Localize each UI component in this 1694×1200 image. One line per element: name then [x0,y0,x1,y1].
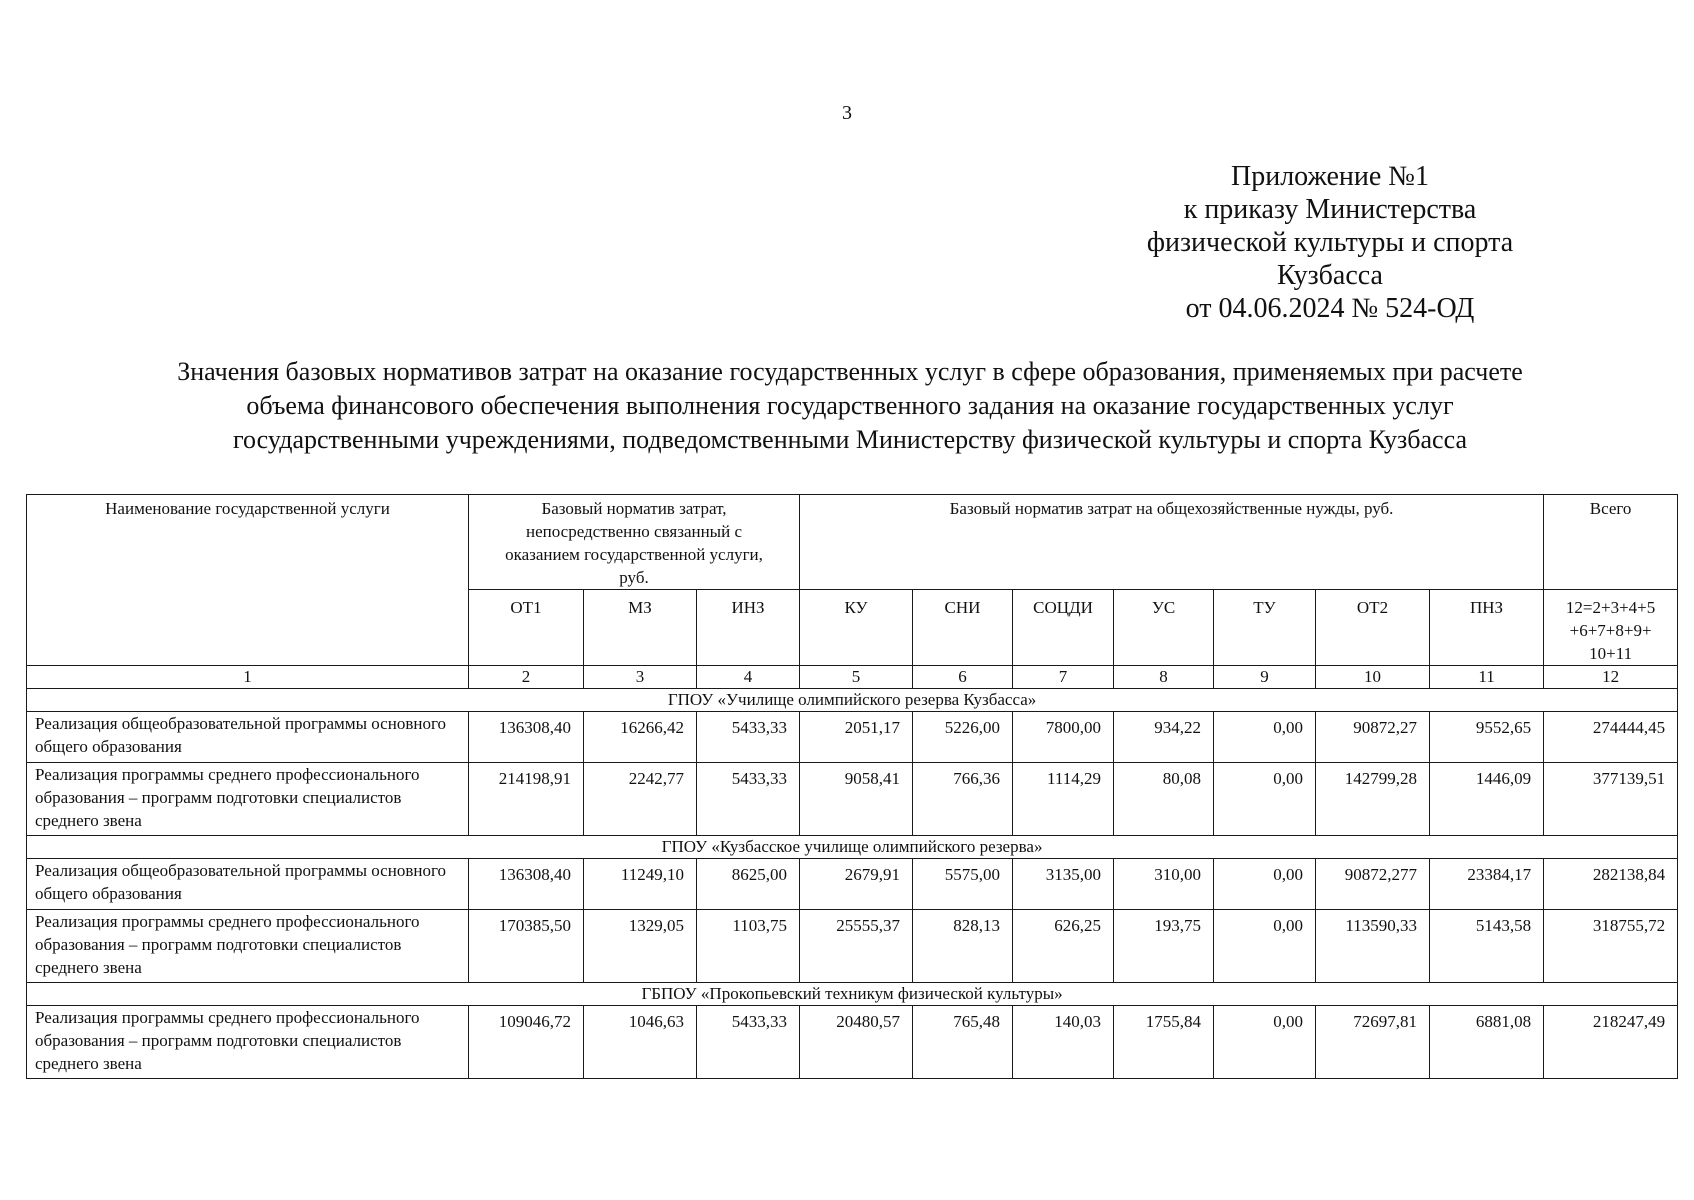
value-cell: 9058,41 [800,763,913,836]
section-title: ГБПОУ «Прокопьевский техникум физической культуры» [27,983,1678,1006]
value-cell: 90872,277 [1316,859,1430,910]
page-number: 3 [842,102,852,124]
value-cell: 828,13 [913,910,1013,983]
value-cell: 214198,91 [469,763,584,836]
column-number-cell: 4 [697,666,800,689]
value-cell: 3135,00 [1013,859,1114,910]
value-cell: 5226,00 [913,712,1013,763]
header-code-cell: ПНЗ [1430,590,1544,666]
header-code-cell: ОТ1 [469,590,584,666]
value-cell: 136308,40 [469,712,584,763]
section-row [27,689,1678,712]
header-code-cell: СНИ [913,590,1013,666]
column-number-cell: 9 [1214,666,1316,689]
column-number-row [27,666,1678,689]
value-cell: 140,03 [1013,1006,1114,1079]
annex-line: от 04.06.2024 № 524-ОД [1185,293,1475,324]
value-cell: 0,00 [1214,910,1316,983]
value-cell: 193,75 [1114,910,1214,983]
column-number-cell: 1 [27,666,469,689]
table-row [27,712,1678,763]
annex-block [1120,160,1540,325]
header-code-cell: ОТ2 [1316,590,1430,666]
column-number-cell: 3 [584,666,697,689]
column-number-cell: 5 [800,666,913,689]
value-cell: 318755,72 [1544,910,1678,983]
header-service-name: Наименование государственной услуги [27,495,469,666]
section-row [27,983,1678,1006]
section-title: ГПОУ «Училище олимпийского резерва Кузбасса» [27,689,1678,712]
column-number-cell: 8 [1114,666,1214,689]
header-code-cell: КУ [800,590,913,666]
value-cell: 310,00 [1114,859,1214,910]
header-code-cell: ТУ [1214,590,1316,666]
title-line: Значения базовых нормативов затрат на оказание государственных услуг в сфере образования, применяемых при расчете [177,357,1523,386]
value-cell: 626,25 [1013,910,1114,983]
title-line: государственными учреждениями, подведомственными Министерству физической культуры и спорта Кузбасса [233,425,1467,454]
value-cell: 0,00 [1214,859,1316,910]
section-row [27,836,1678,859]
column-number-cell: 6 [913,666,1013,689]
value-cell: 170385,50 [469,910,584,983]
value-cell: 90872,27 [1316,712,1430,763]
value-cell: 1114,29 [1013,763,1114,836]
annex-line: к приказу Министерства [1183,194,1477,225]
value-cell: 25555,37 [800,910,913,983]
service-name-cell: Реализация общеобразовательной программы основного общего образования [27,712,469,763]
value-cell: 9552,65 [1430,712,1544,763]
header-general-costs: Базовый норматив затрат на общехозяйственные нужды, руб. [800,495,1544,590]
value-cell: 5433,33 [697,1006,800,1079]
service-name-cell: Реализация программы среднего профессионального образования – программ подготовки специалистов среднего звена [27,1006,469,1079]
value-cell: 934,22 [1114,712,1214,763]
value-cell: 0,00 [1214,763,1316,836]
value-cell: 23384,17 [1430,859,1544,910]
title-line: объема финансового обеспечения выполнения государственного задания на оказание государственных услуг [246,391,1454,420]
column-number-cell: 10 [1316,666,1430,689]
value-cell: 136308,40 [469,859,584,910]
value-cell: 5433,33 [697,712,800,763]
table-row [27,910,1678,983]
value-cell: 2242,77 [584,763,697,836]
table-row [27,1006,1678,1079]
value-cell: 0,00 [1214,1006,1316,1079]
column-number-cell: 11 [1430,666,1544,689]
annex-line: физической культуры и спорта [1146,227,1514,258]
value-cell: 16266,42 [584,712,697,763]
value-cell: 113590,33 [1316,910,1430,983]
value-cell: 765,48 [913,1006,1013,1079]
document-title [60,355,1640,457]
column-number-cell: 12 [1544,666,1678,689]
value-cell: 766,36 [913,763,1013,836]
value-cell: 2051,17 [800,712,913,763]
header-code-cell: УС [1114,590,1214,666]
value-cell: 282138,84 [1544,859,1678,910]
service-name-cell: Реализация программы среднего профессионального образования – программ подготовки специалистов среднего звена [27,763,469,836]
annex-line: Кузбасса [1277,260,1383,291]
annex-line: Приложение №1 [1231,161,1429,192]
value-cell: 8625,00 [697,859,800,910]
value-cell: 5575,00 [913,859,1013,910]
value-cell: 1329,05 [584,910,697,983]
value-cell: 2679,91 [800,859,913,910]
value-cell: 1446,09 [1430,763,1544,836]
value-cell: 1755,84 [1114,1006,1214,1079]
value-cell: 20480,57 [800,1006,913,1079]
column-number-cell: 7 [1013,666,1114,689]
value-cell: 72697,81 [1316,1006,1430,1079]
header-total-formula: 12=2+3+4+5 +6+7+8+9+ 10+11 [1544,590,1678,666]
value-cell: 5433,33 [697,763,800,836]
table-header-row [27,495,1678,590]
value-cell: 142799,28 [1316,763,1430,836]
column-number-cell: 2 [469,666,584,689]
value-cell: 6881,08 [1430,1006,1544,1079]
value-cell: 377139,51 [1544,763,1678,836]
header-code-cell: ИНЗ [697,590,800,666]
value-cell: 80,08 [1114,763,1214,836]
value-cell: 274444,45 [1544,712,1678,763]
value-cell: 11249,10 [584,859,697,910]
table-row [27,859,1678,910]
service-name-cell: Реализация программы среднего профессионального образования – программ подготовки специалистов среднего звена [27,910,469,983]
value-cell: 1046,63 [584,1006,697,1079]
header-code-cell: МЗ [584,590,697,666]
cost-standards-table [26,494,1678,1079]
value-cell: 7800,00 [1013,712,1114,763]
value-cell: 0,00 [1214,712,1316,763]
table-row [27,763,1678,836]
service-name-cell: Реализация общеобразовательной программы основного общего образования [27,859,469,910]
value-cell: 109046,72 [469,1006,584,1079]
section-title: ГПОУ «Кузбасское училище олимпийского резерва» [27,836,1678,859]
value-cell: 1103,75 [697,910,800,983]
value-cell: 5143,58 [1430,910,1544,983]
header-total: Всего [1544,495,1678,590]
header-direct-costs: Базовый норматив затрат, непосредственно связанный с оказанием государственной услуги, руб. [469,495,800,590]
value-cell: 218247,49 [1544,1006,1678,1079]
header-code-cell: СОЦДИ [1013,590,1114,666]
